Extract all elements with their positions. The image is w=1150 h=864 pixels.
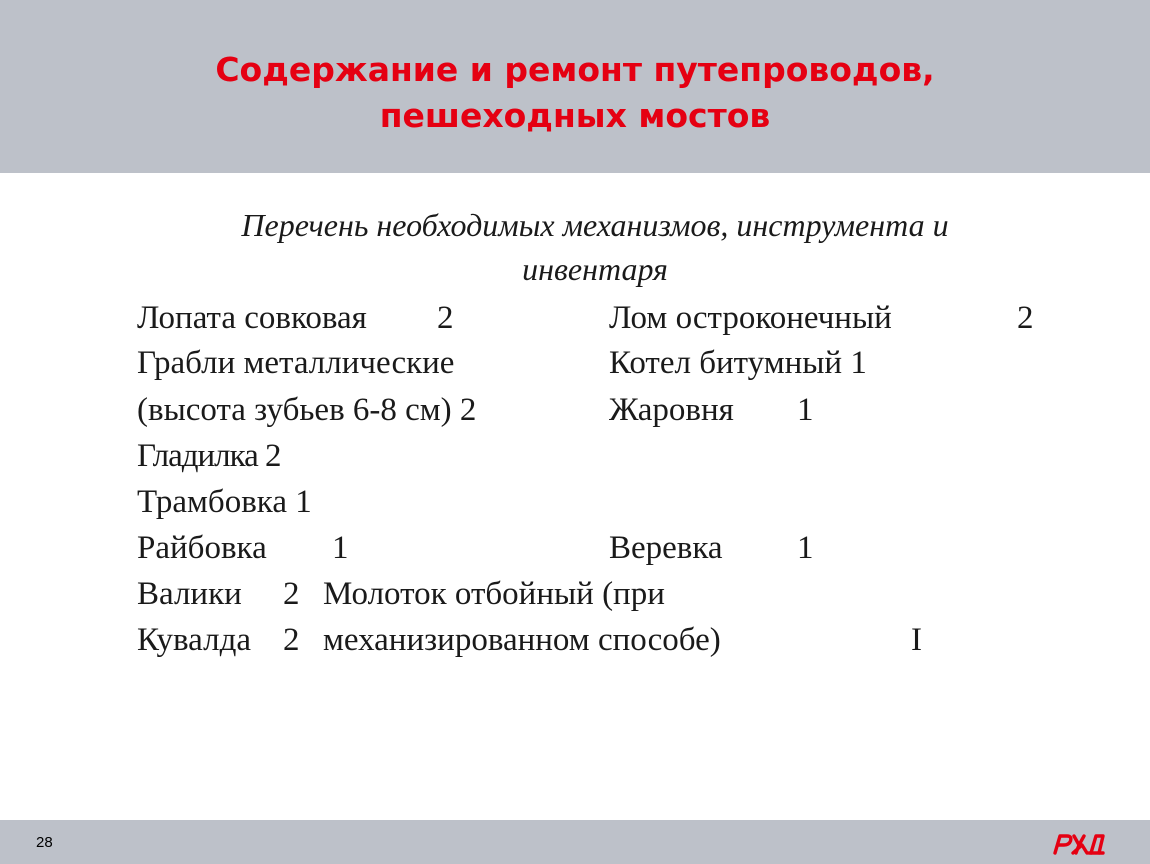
item-lom: Лом остроконечный <box>609 300 892 336</box>
item-molotok-qty: I <box>911 622 922 658</box>
item-lom-qty: 2 <box>1017 300 1034 336</box>
item-kuvalda: Кувалда <box>137 622 252 658</box>
item-valiki-qty: 2 <box>283 576 300 612</box>
item-verevka-qty: 1 <box>797 530 814 566</box>
header-band <box>0 0 1150 173</box>
slide-title <box>0 47 1150 139</box>
item-molotok-line1: Молоток отбойный (при <box>323 576 665 612</box>
item-gladilka: Гладилка 2 <box>137 438 281 474</box>
item-kuvalda-qty: 2 <box>283 622 300 658</box>
item-grabli: Грабли металлические <box>137 345 455 381</box>
rzd-logo-icon <box>1050 830 1106 856</box>
title-line-1: Содержание и ремонт путепроводов, <box>215 50 935 89</box>
item-molotok-line2: механизированном способе) <box>323 622 721 658</box>
item-valiki: Валики <box>137 576 242 612</box>
item-raibovka-qty: 1 <box>332 530 349 566</box>
item-lopata-qty: 2 <box>437 300 454 336</box>
item-trambovka: Трамбовка 1 <box>137 484 312 520</box>
title-line-2: пешеходных мостов <box>379 96 771 135</box>
list-heading: Перечень необходимых механизмов, инструмента и инвентаря <box>241 207 949 287</box>
item-zharovnya: Жаровня <box>609 392 734 428</box>
item-verevka: Веревка <box>609 530 723 566</box>
page-number: 28 <box>36 834 53 851</box>
item-lopata: Лопата совковая <box>137 300 367 336</box>
item-raibovka: Райбовка <box>137 530 267 566</box>
item-kotel: Котел битумный 1 <box>609 345 867 381</box>
footer-band <box>0 820 1150 864</box>
item-zharovnya-qty: 1 <box>797 392 814 428</box>
item-grabli-detail: (высота зубьев 6-8 см) 2 <box>137 392 477 428</box>
